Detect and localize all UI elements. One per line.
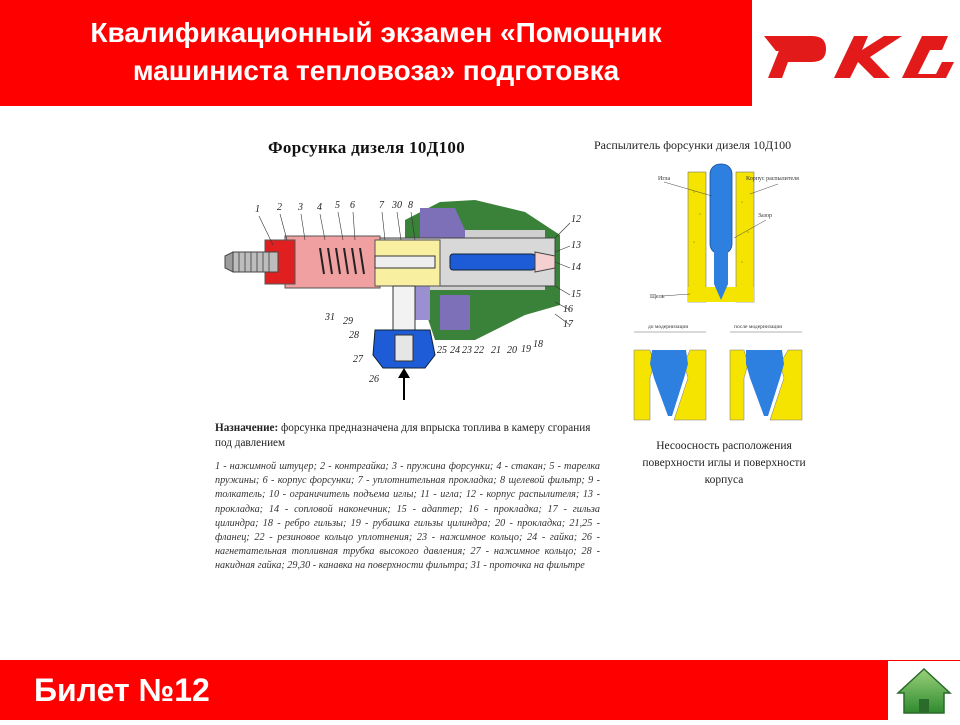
- part-label-15: 15: [571, 289, 581, 300]
- part-label-8: 8: [408, 200, 413, 211]
- push-rod: [375, 256, 435, 268]
- part-label-6: 6: [350, 200, 355, 211]
- sprayer-title: Распылитель форсунки дизеля 10Д100: [594, 138, 792, 152]
- fuel-inlet-arrow-icon: [398, 368, 410, 400]
- part-label-26: 26: [369, 374, 379, 385]
- diagram-title: Форсунка дизеля 10Д100: [268, 138, 466, 157]
- sprayer-label-gap: Зазор: [758, 213, 773, 219]
- injector-diagram: [225, 190, 595, 405]
- page-title: [0, 14, 752, 90]
- part-label-23: 23: [462, 345, 472, 356]
- part-label-22: 22: [474, 345, 484, 356]
- sprayer-after: [730, 350, 802, 420]
- page-title-line-2: машиниста тепловоза» подготовка: [132, 55, 620, 86]
- part-label-14: 14: [571, 262, 581, 273]
- sprayer-label-body: Корпус распылителя: [746, 176, 799, 182]
- part-label-4: 4: [317, 202, 322, 213]
- part-label-12: 12: [571, 214, 581, 225]
- page-title-line-1: Квалификационный экзамен «Помощник: [90, 17, 662, 48]
- part-label-16: 16: [563, 304, 573, 315]
- part-label-31: 31: [325, 312, 335, 323]
- sprayer-label-needle: Игла: [658, 176, 671, 182]
- part-label-28: 28: [349, 330, 359, 341]
- misalignment-caption: Несоосность расположения поверхности иглы и поверхности корпуса: [642, 440, 806, 486]
- sprayer-label-slot: Щель: [650, 294, 665, 300]
- part-label-29: 29: [343, 316, 353, 327]
- part-label-5: 5: [335, 200, 340, 211]
- part-label-2: 2: [277, 202, 282, 213]
- nozzle-tip: [535, 252, 555, 272]
- purpose-body: форсунка предназначена для впрыска топлива в камеру сгорания под давлением: [215, 422, 591, 449]
- part-label-19: 19: [521, 344, 531, 355]
- union-nut-blue: [373, 330, 435, 368]
- part-label-24: 24: [450, 345, 460, 356]
- sprayer-before: [634, 350, 706, 420]
- home-button[interactable]: [888, 661, 960, 720]
- part-label-3: 3: [298, 202, 303, 213]
- part-label-13: 13: [571, 240, 581, 251]
- modernization-comparison: [630, 320, 810, 430]
- part-label-7: 7: [379, 200, 384, 211]
- part-label-27: 27: [353, 354, 363, 365]
- part-label-25: 25: [437, 345, 447, 356]
- purpose-text: [215, 421, 600, 451]
- part-label-1: 1: [255, 204, 260, 215]
- injector-needle: [450, 254, 535, 270]
- parts-legend: 1 - нажимной штуцер; 2 - контргайка; 3 - пружина форсунки; 4 - стакан; 5 - тарелка пружины; 6 - корпус форсунки; 7 - уплотнительная прокладка; 8 щелевой фильтр; 9 - толкатель; 10 - ограничитель подъема иглы; 11 - игла; 12 - корпус распылителя; 13 - прокладка; 14 - сопловой наконечник; 15 - адаптер; 16 - прокладка; 17 - гильза цилиндра; 18 - ребро гильзы; 19 - рубашка гильзы цилиндра; 20 - прокладка; 21,25 - фланец; 22 - резиновое кольцо уплотнения; 23 - нажимное кольцо; 24 - гайка; 26 - нагнетательная топливная трубка высокого давления; 27 - нажимное кольцо; 28 - накидная гайка; 29,30 - канавка на поверхности фильтра; 31 - проточка на фильтре: [215, 461, 600, 572]
- home-icon: [888, 661, 960, 720]
- rzd-logo: [752, 0, 960, 106]
- part-label-30: 30: [392, 200, 402, 211]
- label-before-modernization: до модернизации: [648, 324, 689, 330]
- part-label-21: 21: [491, 345, 501, 356]
- ticket-number: Билет №12: [34, 672, 210, 708]
- part-label-20: 20: [507, 345, 517, 356]
- inlet-fitting: [225, 252, 278, 272]
- part-label-18: 18: [533, 339, 543, 350]
- sprayer-diagram: [650, 162, 799, 307]
- part-label-17: 17: [563, 319, 573, 330]
- label-after-modernization: после модернизации: [734, 324, 783, 330]
- purpose-label: Назначение:: [215, 422, 279, 434]
- logo-container: [752, 0, 960, 106]
